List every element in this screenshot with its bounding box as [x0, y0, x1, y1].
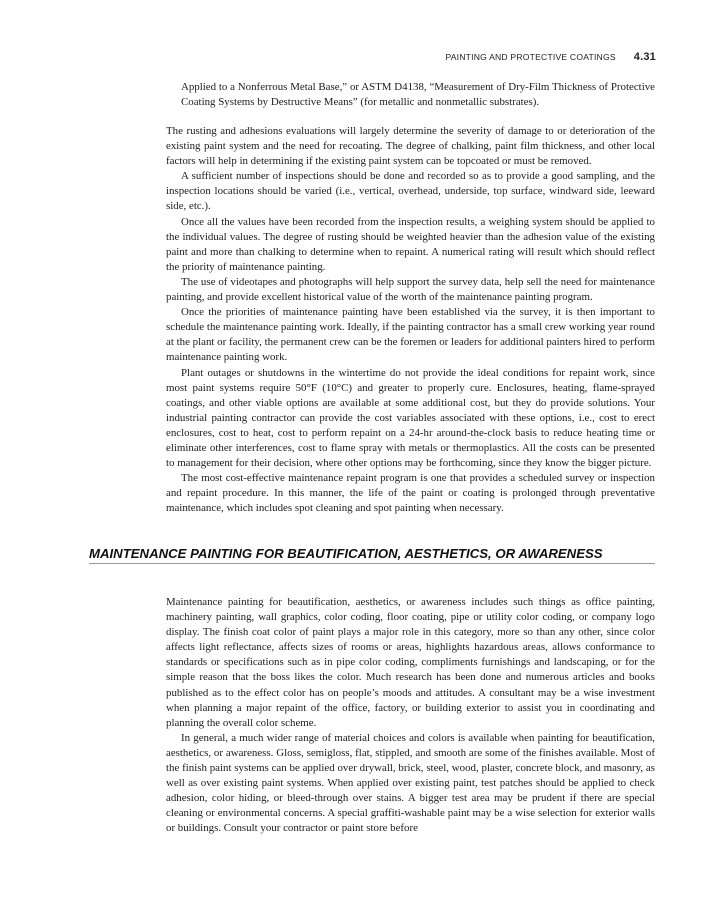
section-text-block — [166, 595, 655, 837]
continuation-paragraph: Applied to a Nonferrous Metal Base,” or ASTM D4138, “Measurement of Dry-Film Thickness of Protective Coating Systems by Destructive Means” (for metallic and nonmetallic substrates). — [181, 81, 655, 109]
paragraph-cost-effective: The most cost-effective maintenance repaint program is one that provides a scheduled survey or inspection and repaint procedure. In this manner, the life of the paint or coating is prolonged through preventative maintenance, which includes spot cleaning and spot painting when necessary. — [166, 472, 655, 515]
paragraph-scheduling: Once the priorities of maintenance painting have been established via the survey, it is then important to schedule the maintenance painting work. Ideally, if the painting contractor has a small crew working year round at the plant or facility, the permanent crew can be the foremen or leaders for additional painters hired to perform maintenance painting work. — [166, 306, 655, 364]
paragraph-videotapes: The use of videotapes and photographs will help support the survey data, help sell the need for maintenance painting, and provide excellent historical value of the worth of the maintenance painting program. — [166, 275, 655, 304]
paragraph-material-choices: In general, a much wider range of material choices and colors is available when painting for beautification, aesthetics, or awareness. Gloss, semigloss, flat, stippled, and smooth are some of the finishes available. Most of the finish paint systems can be applied over drywall, brick, steel, wood, plaster, concrete block, and masonry, as well as over existing paint systems. When applied over existing paint, test patches should be applied to check adhesion, color hiding, or bleed-through over stains. A bigger test area may be prudent if there are special cleaning or environmental concerns. A special graffiti-washable paint may be a wise selection for exterior walls or buildings. Consult your contractor or paint store before — [166, 731, 655, 835]
paragraph-inspections: A sufficient number of inspections should be done and recorded so as to provide a good sampling, and the inspection locations should be varied (i.e., vertical, overhead, underside, top surface, windward side, leeward side, etc.). — [166, 170, 655, 213]
paragraph-rusting-adhesion: The rusting and adhesions evaluations will largely determine the severity of damage to or deterioration of the existing paint system and the need for recoating. The degree of chalking, paint film thickness, and other local factors will help in determining if the existing paint system can be topcoated or must be removed. — [166, 125, 655, 168]
section-heading: MAINTENANCE PAINTING FOR BEAUTIFICATION, AESTHETICS, OR AWARENESS — [89, 546, 655, 564]
paragraph-weighing-system: Once all the values have been recorded from the inspection results, a weighing system should be applied to the individual values. The degree of rusting should be weighted heavier than the adhesion value of the existing paint and more than chalking to determine when to repaint. A numerical rating will result which should reflect the priority of maintenance painting. — [166, 215, 655, 273]
running-head-title: PAINTING AND PROTECTIVE COATINGS — [445, 52, 616, 62]
paragraph-beautification: Maintenance painting for beautification, aesthetics, or awareness includes such things as office painting, machinery painting, wall graphics, color coding, floor coating, pipe or utility color coding, or company logo display. The finish coat color of paint plays a major role in this category, more so than any other, since color affects light reflectance, affects sizes of rooms or areas, highlights hazardous areas, allows conformance to standards or specifications such as in pipe color coding, compliments furnishings and landscaping, or for the simple reason that the boss likes the color. Much research has been done and numerous articles and books published as to the effect color has on people’s moods and attitudes. A consultant may be a wise investment when planning a major repaint of the office, factory, or building exterior to assist you in coordinating and planning the overall color scheme. — [166, 596, 655, 729]
page-number: 4.31 — [633, 51, 656, 63]
paragraph-plant-outages: Plant outages or shutdowns in the wintertime do not provide the ideal conditions for repaint work, since most paint systems require 50°F (10°C) and greater to properly cure. Enclosures, heating, flame-sprayed coatings, and other viable options are available at some additional cost, but they do provide solutions. Your industrial painting contractor can provide the cost variables associated with these options, i.e., cost to erect enclosures, cost to heat, cost to perform repaint on a 24-hr around-the-clock basis to reduce heating time or eliminate other interferences, cost to flame spray with metals or thermoplastics. All the costs can be presented to management for their decision, where other options may be forthcoming, since they know the bigger picture. — [166, 366, 655, 470]
main-text-block — [166, 124, 655, 516]
running-head — [380, 51, 656, 67]
